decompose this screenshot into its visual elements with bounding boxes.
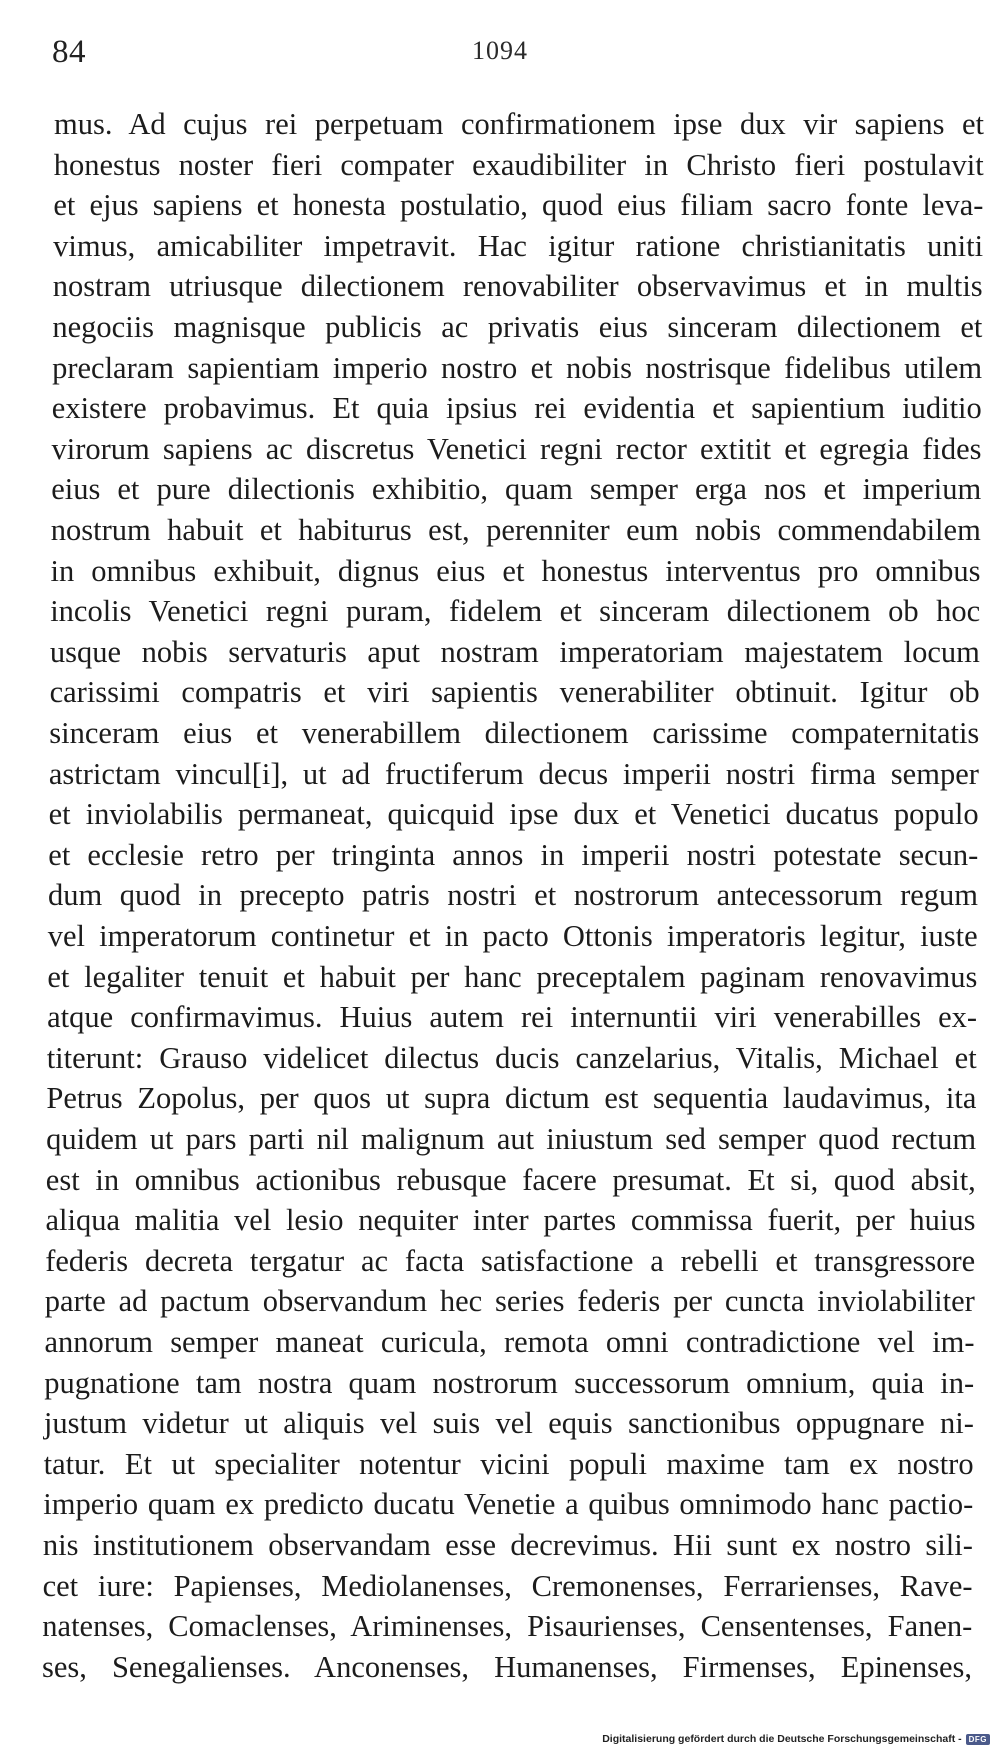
text-line: annorum semper maneat curicula, remota omni contradictione vel im- — [44, 1325, 975, 1359]
text-line: natenses, Comaclenses, Ariminenses, Pisaurienses, Censentenses, Fanen- — [42, 1609, 973, 1643]
text-line: preclaram sapientiam imperio nostro et nobis nostrisque fidelibus utilem — [52, 351, 983, 385]
text-line: et inviolabilis permaneat, quicquid ipse dux et Venetici ducatus populo — [48, 797, 979, 831]
text-line: negociis magnisque publicis ac privatis eius sinceram dilectionem et — [52, 310, 983, 344]
text-line: et ejus sapiens et honesta postulatio, quod eius filiam sacro fonte leva- — [53, 188, 984, 222]
text-line: virorum sapiens ac discretus Venetici regni rector extitit et egregia fides — [51, 432, 982, 466]
text-line: vel imperatorum continetur et in pacto Ottonis imperatoris legitur, iuste — [47, 919, 978, 953]
text-line: est in omnibus actionibus rebusque facere presumat. Et si, quod absit, — [45, 1163, 976, 1197]
document-number: 1094 — [472, 36, 528, 65]
text-line: vimus, amicabiliter impetravit. Hac igitur ratione christianitatis uniti — [53, 229, 984, 263]
text-line: aliqua malitia vel lesio nequiter inter partes commissa fuerit, per huius — [45, 1203, 976, 1237]
dfg-logo-icon: DFG — [966, 1734, 990, 1745]
footer-credit — [602, 1731, 990, 1747]
funding-credit-text: Digitalisierung gefördert durch die Deutsche Forschungsgemeinschaft - — [602, 1733, 962, 1745]
text-line: existere probavimus. Et quia ipsius rei evidentia et sapientium iuditio — [51, 391, 982, 425]
text-line: usque nobis servaturis aput nostram imperatoriam majestatem locum — [49, 635, 980, 669]
text-line: tatur. Et ut specialiter notentur vicini populi maxime tam ex nostro — [43, 1447, 974, 1481]
text-line: ses, Senegalienses. Anconenses, Humanenses, Firmenses, Epinenses, — [42, 1650, 972, 1684]
text-line: atque confirmavimus. Huius autem rei internuntii viri venerabilles ex- — [47, 1000, 978, 1034]
text-line: cet iure: Papienses, Mediolanenses, Cremonenses, Ferrarienses, Rave- — [42, 1569, 973, 1603]
text-line: in omnibus exhibuit, dignus eius et honestus interventus pro omnibus — [50, 554, 981, 588]
text-line: imperio quam ex predicto ducatu Venetie a quibus omnimodo hanc pactio- — [43, 1487, 974, 1521]
text-line: nis institutionem observandam esse decrevimus. Hii sunt ex nostro sili- — [42, 1528, 973, 1562]
page-number: 84 — [52, 34, 86, 70]
text-line: federis decreta tergatur ac facta satisfactione a rebelli et transgressore — [45, 1244, 976, 1278]
text-line: nostrum habuit et habiturus est, perenniter eum nobis commendabilem — [50, 513, 981, 547]
text-line: quidem ut pars parti nil malignum aut iniustum sed semper quod rectum — [46, 1122, 977, 1156]
text-line: incolis Venetici regni puram, fidelem et sinceram dilectionem ob hoc — [50, 594, 981, 628]
text-line: eius et pure dilectionis exhibitio, quam semper erga nos et imperium — [51, 472, 982, 506]
text-line: et legaliter tenuit et habuit per hanc preceptalem paginam renovavimus — [47, 960, 978, 994]
text-line: nostram utriusque dilectionem renovabiliter observavimus et in multis — [52, 269, 983, 303]
text-line: justum videtur ut aliquis vel suis vel equis sanctionibus oppugnare ni- — [43, 1406, 974, 1440]
text-line: carissimi compatris et viri sapientis venerabiliter obtinuit. Igitur ob — [49, 675, 980, 709]
text-line: dum quod in precepto patris nostri et nostrorum antecessorum regum — [48, 878, 978, 912]
text-line: honestus noster fieri compater exaudibiliter in Christo fieri postulavit — [53, 148, 984, 182]
text-line: pugnatione tam nostra quam nostrorum successorum omnium, quia in- — [44, 1366, 975, 1400]
page-header — [0, 32, 1000, 80]
text-line: et ecclesie retro per tringinta annos in imperii nostri potestate secun- — [48, 838, 979, 872]
text-line: sinceram eius et venerabillem dilectionem carissime compaternitatis — [49, 716, 980, 750]
text-line: Petrus Zopolus, per quos ut supra dictum est sequentia laudavimus, ita — [46, 1081, 977, 1115]
text-line: parte ad pactum observandum hec series federis per cuncta inviolabiliter — [44, 1284, 975, 1318]
text-line: mus. Ad cujus rei perpetuam confirmationem ipse dux vir sapiens et — [54, 107, 984, 141]
text-line: astrictam vincul[i], ut ad fructiferum decus imperii nostri firma semper — [48, 757, 979, 791]
text-line: titerunt: Grauso videlicet dilectus ducis canzelarius, Vitalis, Michael et — [46, 1041, 977, 1075]
